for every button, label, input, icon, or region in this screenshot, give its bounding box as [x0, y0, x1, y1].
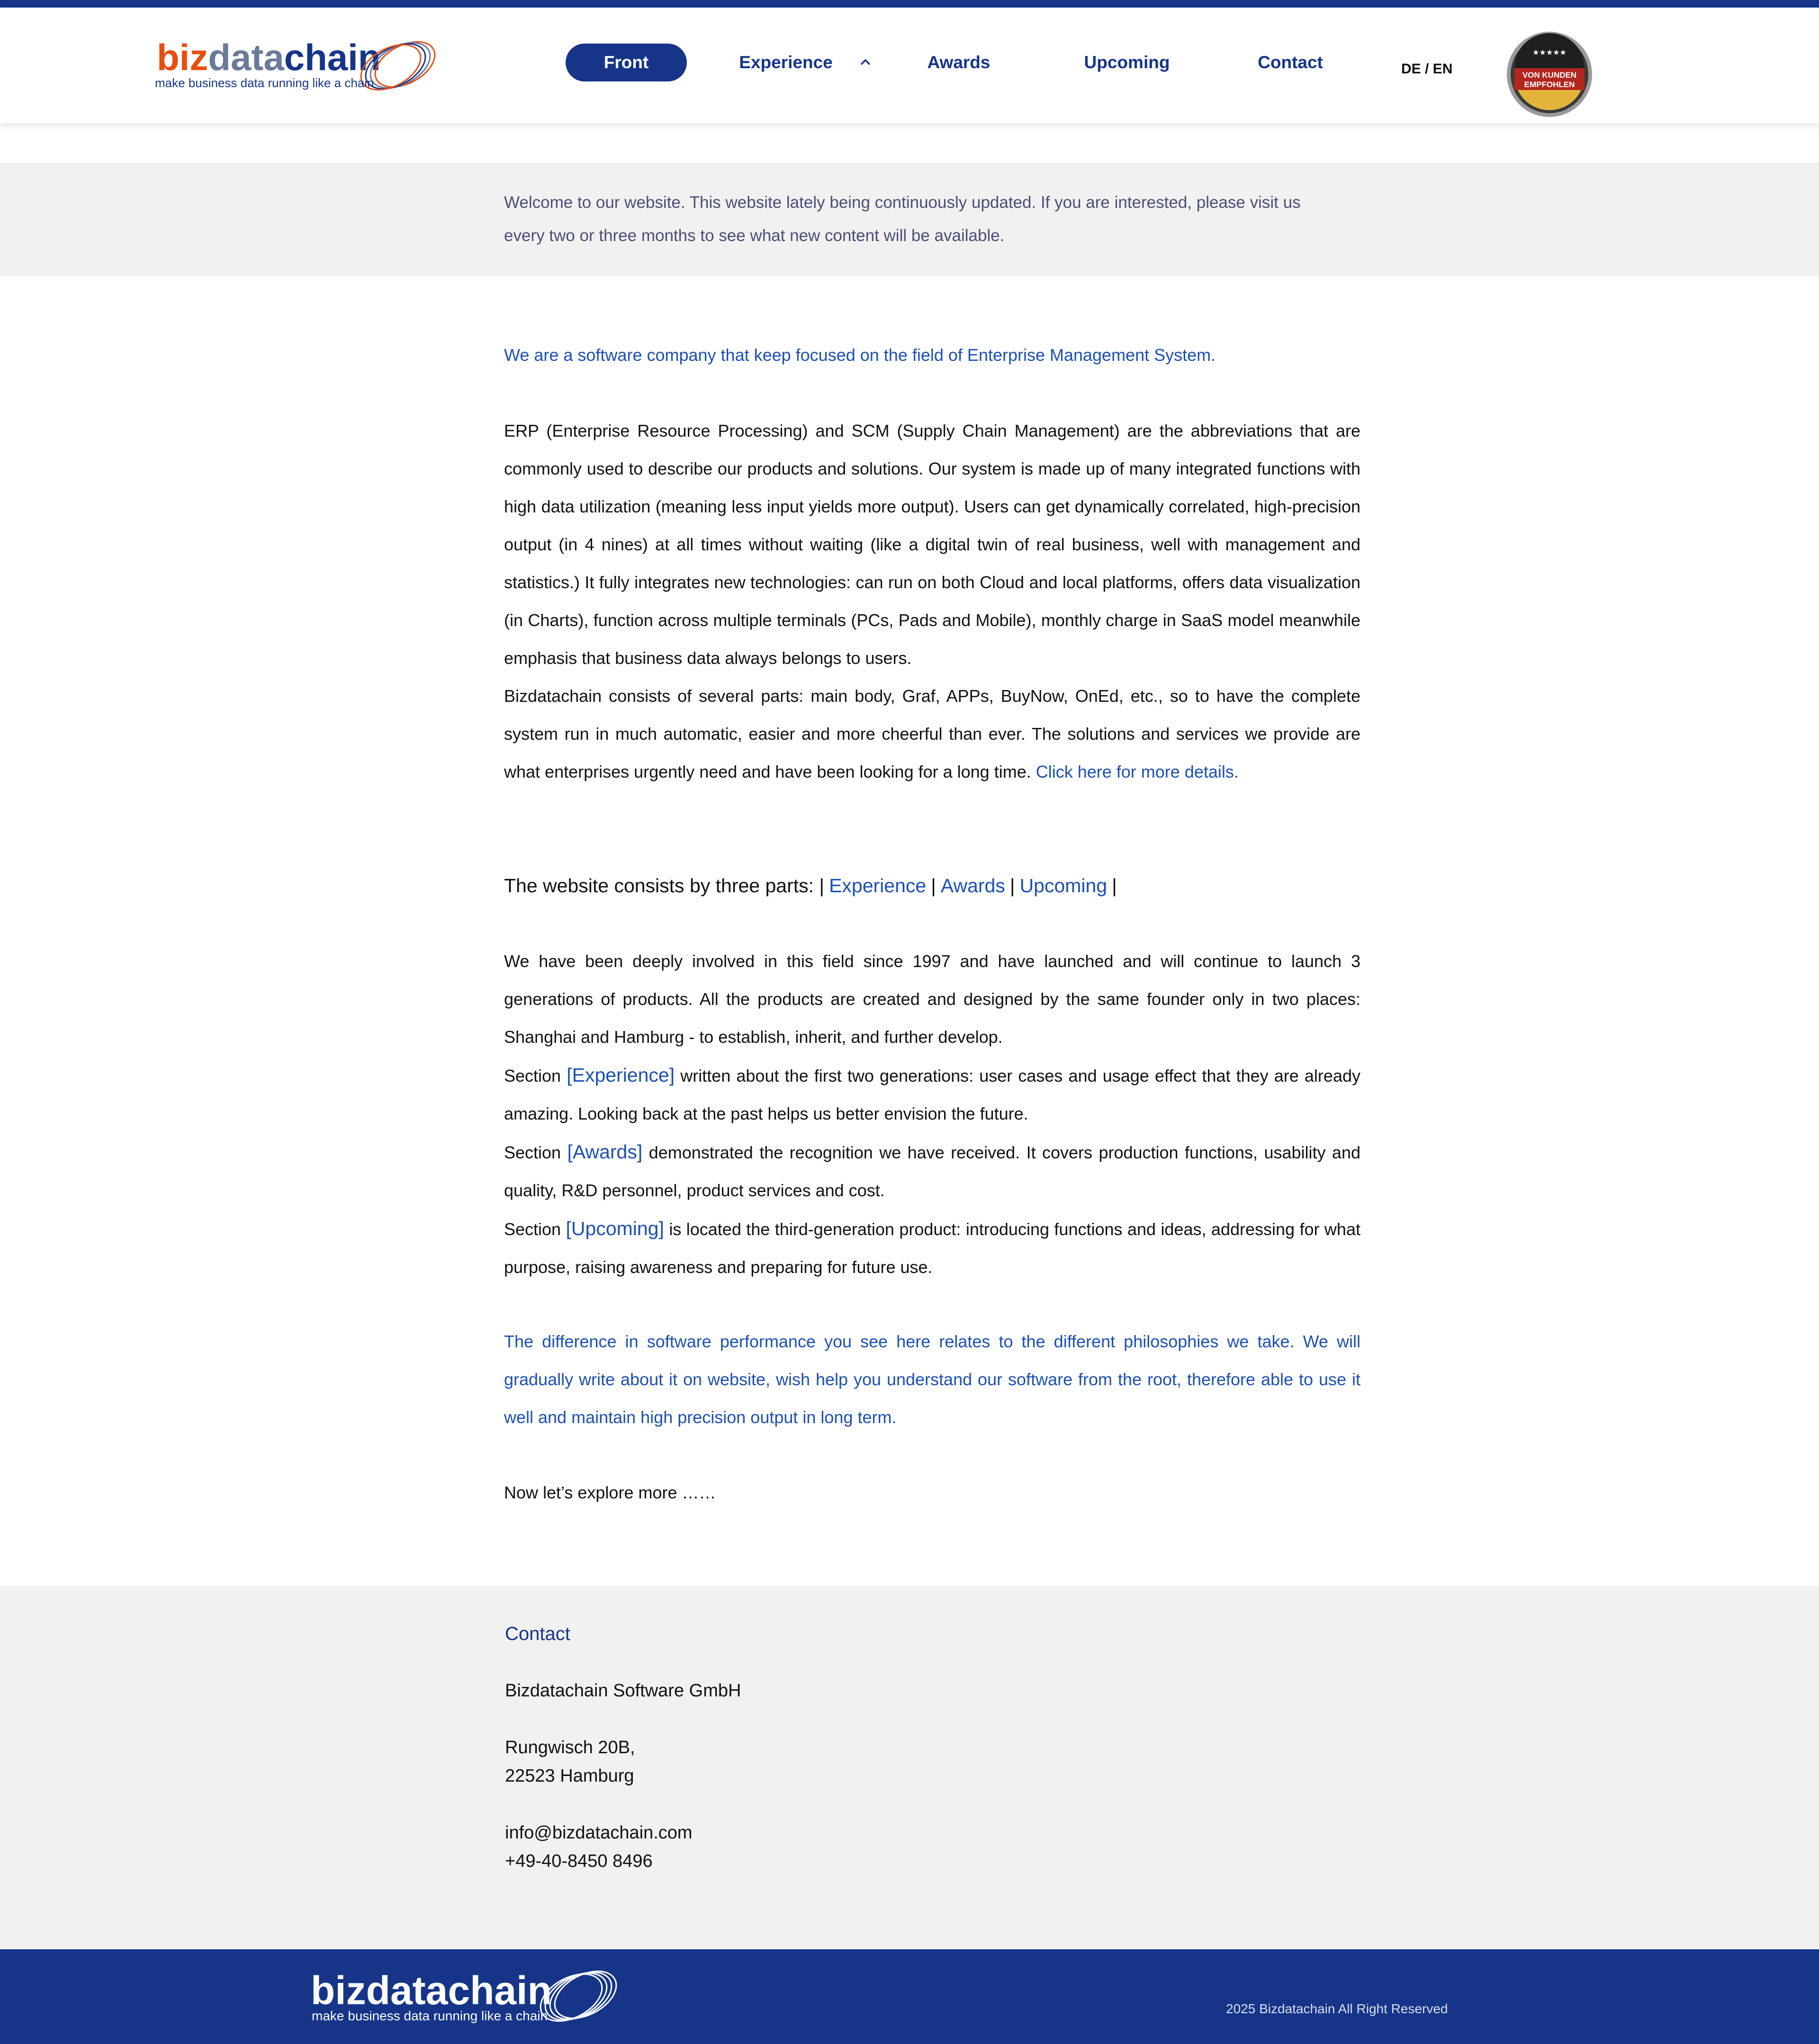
- chevron-up-icon[interactable]: [859, 44, 873, 81]
- erp-paragraph: [504, 412, 1360, 791]
- badge-line1: VON KUNDEN: [1522, 71, 1577, 80]
- top-accent-stripe: [0, 0, 1819, 8]
- separator: |: [1112, 875, 1117, 896]
- badge-stars: ★★★★★: [1532, 48, 1567, 57]
- experience-link[interactable]: Experience: [829, 875, 927, 896]
- section-experience-link[interactable]: [Experience]: [567, 1064, 675, 1086]
- brand-name-data: data: [208, 37, 284, 78]
- recommendation-badge[interactable]: [1505, 30, 1594, 118]
- contact-phone[interactable]: +49-40-8450 8496: [505, 1851, 653, 1871]
- badge-line2: EMPFOHLEN: [1524, 80, 1575, 89]
- footer-logo-graphic: [311, 1968, 623, 2025]
- nav-item-awards[interactable]: Awards: [927, 53, 991, 72]
- section-awards-link[interactable]: [Awards]: [567, 1141, 643, 1163]
- brand-name-chain: chain: [284, 37, 381, 78]
- svg-text:bizdatachain: [311, 1968, 552, 2013]
- section-upcoming-text: is located the third-generation product: introducing functions and ideas, addressing for what purpose, raising awareness and preparing for future use.: [504, 1219, 1360, 1277]
- section-experience-text: written about the first two generations: user cases and usage effect that they are already amazing. Looking back at the past helps us better envision the future.: [504, 1066, 1360, 1123]
- philosophy-paragraph: The difference in software performance you see here relates to the different philosophies we take. We will gradually write about it on website, wish help you understand our software from the root, therefore able to use it well and maintain high precision output in long term.: [504, 1332, 1360, 1427]
- footer-brand-biz: biz: [311, 1968, 366, 2013]
- brand-name-biz: biz: [157, 37, 208, 78]
- company-name: Bizdatachain Software GmbH: [505, 1681, 741, 1701]
- erp-text: ERP (Enterprise Resource Processing) and SCM (Supply Chain Management) are the abbreviations that are commonly used to describe our products and solutions. Our system is made up of many integrated functions with high data utilization (meaning less input yields more output). Users can get dynamically correlated, high-precision output (in 4 nines) at all times without waiting (like a digital twin of real business, well with management and statistics.) It fully integrates new technologies: can run on both Cloud and local platforms, offers data visualization (in Charts), function across multiple terminals (PCs, Pads and Mobile), monthly charge in SaaS model meanwhile emphasis that business data always belongs to users.: [504, 421, 1360, 668]
- more-details-link[interactable]: Click here for more details.: [1036, 762, 1239, 781]
- contact-title: Contact: [505, 1623, 570, 1644]
- contact-section: [0, 1586, 1819, 1949]
- separator: |: [1009, 875, 1015, 896]
- separator: |: [931, 875, 936, 896]
- footer-brand-chain: chain: [448, 1968, 552, 2013]
- footer-brand-data: data: [366, 1968, 448, 2013]
- explore-more-text: Now let’s explore more ……: [504, 1483, 716, 1502]
- footer-tagline: make business data running like a chain: [312, 2008, 548, 2023]
- intro-statement: We are a software company that keep focused on the field of Enterprise Management System.: [504, 345, 1216, 365]
- nav-item-upcoming[interactable]: Upcoming: [1084, 53, 1170, 72]
- brand-logo-graphic: [154, 37, 443, 99]
- copyright-text: 2025 Bizdatachain All Right Reserved: [1226, 2001, 1448, 2016]
- parts-text: Bizdatachain consists of several parts: main body, Graf, APPs, BuyNow, OnEd, etc., so to have the complete system run in much automatic, easier and more cheerful than ever. The solutions and services we provide are what enterprises urgently need and have been looking for a long time.: [504, 686, 1360, 781]
- brand-logo[interactable]: [154, 37, 443, 99]
- language-switch[interactable]: DE / EN: [1401, 61, 1453, 77]
- site-footer: [0, 1949, 1819, 2044]
- brand-tagline: make business data running like a chain: [155, 76, 374, 90]
- contact-email[interactable]: info@bizdatachain.com: [505, 1823, 693, 1843]
- section-awards-text: demonstrated the recognition we have received. It covers production functions, usability and quality, R&D personnel, product services and cost.: [504, 1143, 1360, 1200]
- svg-text:bizdatachain: [157, 37, 380, 78]
- three-parts-prefix: The website consists by three parts: |: [504, 875, 825, 896]
- badge-graphic: [1505, 30, 1594, 118]
- section-label: Section: [504, 1143, 561, 1162]
- nav-item-front[interactable]: Front: [566, 44, 687, 81]
- footer-logo[interactable]: [311, 1968, 623, 2025]
- section-label: Section: [504, 1219, 561, 1239]
- site-header: [0, 8, 1819, 123]
- awards-link[interactable]: Awards: [940, 875, 1005, 896]
- nav-item-contact[interactable]: Contact: [1258, 53, 1323, 72]
- address-street: Rungwisch 20B,: [505, 1738, 635, 1757]
- history-paragraph: [504, 942, 1360, 1286]
- history-text: We have been deeply involved in this field since 1997 and have launched and will continue to launch 3 generations of products. All the products are created and designed by the same founder only in two places: Shanghai and Hamburg - to establish, inherit, and further develop.: [504, 951, 1360, 1047]
- three-parts-line: [504, 867, 1360, 905]
- welcome-notice: [0, 162, 1819, 276]
- welcome-notice-text: Welcome to our website. This website lately being continuously updated. If you are interested, please visit us every two or three months to see what new content will be available.: [504, 193, 1301, 245]
- upcoming-link[interactable]: Upcoming: [1019, 875, 1108, 896]
- section-label: Section: [504, 1066, 561, 1085]
- nav-item-experience[interactable]: Experience: [739, 53, 833, 72]
- address-city: 22523 Hamburg: [505, 1766, 634, 1786]
- section-upcoming-link[interactable]: [Upcoming]: [566, 1218, 664, 1239]
